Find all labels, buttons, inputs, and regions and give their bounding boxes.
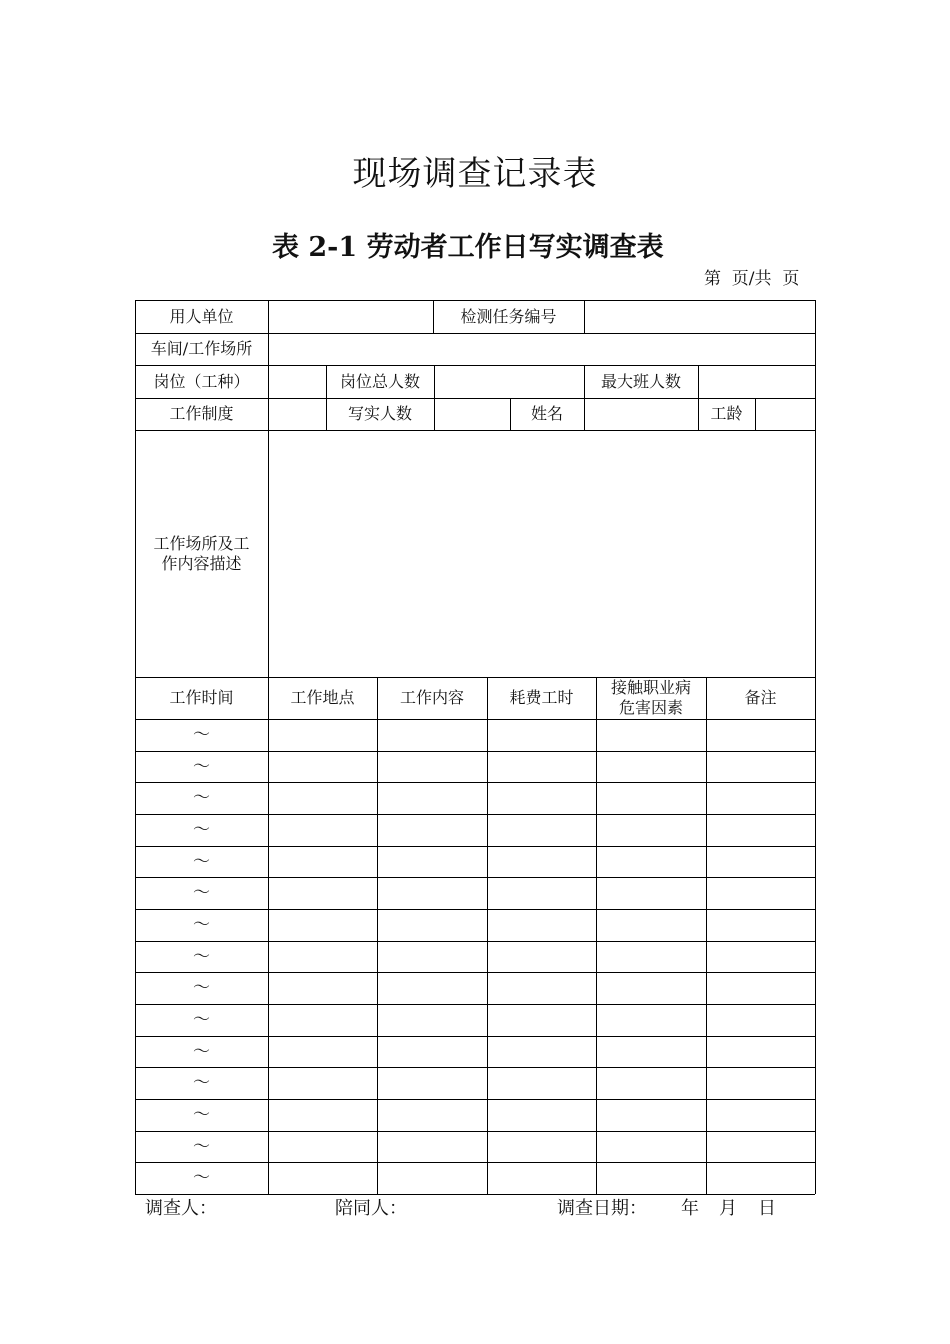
time-range-cell[interactable]: ～ [193, 1073, 210, 1093]
table-cell[interactable] [268, 877, 377, 909]
table-cell[interactable] [596, 1067, 706, 1099]
time-range-cell[interactable]: ～ [193, 756, 210, 777]
table-cell[interactable] [377, 814, 487, 846]
table-cell[interactable] [487, 782, 596, 814]
table-cell[interactable] [487, 846, 596, 877]
post-field[interactable] [268, 365, 326, 398]
table-cell[interactable] [487, 1004, 596, 1036]
table-cell[interactable] [377, 782, 487, 814]
table-cell[interactable] [596, 877, 706, 909]
workshop-field[interactable] [268, 333, 815, 365]
work-system-label: 工作制度 [169, 404, 234, 423]
table-cell[interactable] [487, 1162, 596, 1194]
table-rule [135, 1194, 815, 1195]
seniority-label: 工龄 [710, 404, 743, 423]
table-cell[interactable] [268, 719, 377, 751]
table-cell[interactable] [596, 846, 706, 877]
table-cell[interactable] [596, 941, 706, 972]
description-label: 工作场所及工作内容描述 [153, 533, 250, 573]
table-cell[interactable] [487, 941, 596, 972]
table-cell[interactable] [377, 846, 487, 877]
table-rule [815, 300, 816, 1194]
table-cell[interactable] [268, 1099, 377, 1131]
table-cell[interactable] [377, 972, 487, 1004]
post-label: 岗位（工种） [153, 371, 250, 391]
table-cell[interactable] [377, 719, 487, 751]
table-cell[interactable] [487, 1099, 596, 1131]
time-range-cell[interactable]: ～ [193, 1041, 210, 1062]
table-cell[interactable] [706, 1067, 815, 1099]
task-no-label: 检测任务编号 [460, 306, 557, 326]
description-field[interactable] [268, 430, 815, 677]
workshop-label: 车间/工作场所 [150, 339, 253, 358]
table-cell[interactable] [596, 1036, 706, 1067]
table-cell[interactable] [596, 814, 706, 846]
table-cell[interactable] [268, 972, 377, 1004]
table-cell[interactable] [268, 846, 377, 877]
table-cell[interactable] [596, 972, 706, 1004]
table-cell[interactable] [487, 972, 596, 1004]
table-cell[interactable] [487, 909, 596, 941]
table-cell[interactable] [706, 877, 815, 909]
max-shift-label: 最大班人数 [600, 371, 681, 391]
max-shift-field[interactable] [698, 365, 815, 398]
work-system-field[interactable] [268, 398, 326, 430]
table-cell[interactable] [487, 814, 596, 846]
record-count-label: 写实人数 [347, 404, 412, 423]
time-range-cell[interactable]: ～ [193, 1105, 210, 1125]
table-cell[interactable] [377, 941, 487, 972]
table-cell[interactable] [706, 814, 815, 846]
table-cell[interactable] [487, 877, 596, 909]
table-cell[interactable] [377, 909, 487, 941]
hours-spent-header: 耗费工时 [509, 688, 574, 707]
table-cell[interactable] [706, 909, 815, 941]
table-cell[interactable] [377, 1067, 487, 1099]
table-cell[interactable] [487, 1067, 596, 1099]
page-title: 现场调查记录表 [352, 154, 598, 194]
table-cell[interactable] [706, 782, 815, 814]
survey-date-label: 调查日期： [557, 1198, 647, 1219]
table-cell[interactable] [268, 751, 377, 782]
table-cell[interactable] [596, 1004, 706, 1036]
table-cell[interactable] [377, 1131, 487, 1162]
table-cell[interactable] [487, 719, 596, 751]
table-cell[interactable] [487, 1036, 596, 1067]
table-cell[interactable] [596, 719, 706, 751]
table-cell[interactable] [268, 814, 377, 846]
table-cell[interactable] [268, 1162, 377, 1194]
time-range-cell[interactable]: ～ [193, 725, 210, 745]
work-location-header: 工作地点 [290, 688, 355, 707]
time-range-cell[interactable]: ～ [193, 1010, 210, 1030]
table-cell[interactable] [596, 1162, 706, 1194]
table-cell[interactable] [706, 1004, 815, 1036]
name-label: 姓名 [530, 404, 563, 423]
post-total-field[interactable] [434, 365, 584, 398]
hazard-factors-header: 接触职业病危害因素 [610, 678, 691, 717]
table-cell[interactable] [377, 751, 487, 782]
table-cell[interactable] [377, 1004, 487, 1036]
post-total-label: 岗位总人数 [339, 371, 420, 391]
table-cell[interactable] [706, 972, 815, 1004]
table-cell[interactable] [268, 1131, 377, 1162]
remarks-header: 备注 [744, 688, 777, 707]
table-cell[interactable] [377, 1099, 487, 1131]
year-label: 年 [681, 1198, 699, 1219]
table-cell[interactable] [706, 719, 815, 751]
table-cell[interactable] [268, 1036, 377, 1067]
time-range-cell[interactable]: ～ [193, 1168, 210, 1188]
table-cell[interactable] [706, 1162, 815, 1194]
time-range-cell[interactable]: ～ [193, 1136, 210, 1157]
table-cell[interactable] [268, 1004, 377, 1036]
month-label: 月 [719, 1198, 737, 1219]
table-cell[interactable] [377, 1036, 487, 1067]
table-subtitle: 表 2-1 劳动者工作日写实调查表 [272, 232, 664, 263]
time-range-cell[interactable]: ～ [193, 851, 210, 872]
work-content-header: 工作内容 [399, 688, 464, 707]
task-no-field[interactable] [584, 300, 815, 333]
record-count-field[interactable] [434, 398, 510, 430]
time-range-cell[interactable]: ～ [193, 915, 210, 935]
time-range-cell[interactable]: ～ [193, 883, 210, 903]
time-range-cell[interactable]: ～ [193, 788, 210, 808]
table-cell[interactable] [706, 846, 815, 877]
table-cell[interactable] [596, 782, 706, 814]
table-cell[interactable] [596, 909, 706, 941]
employer-label: 用人单位 [169, 306, 234, 326]
name-field[interactable] [584, 398, 698, 430]
table-cell[interactable] [706, 751, 815, 782]
table-cell[interactable] [268, 1067, 377, 1099]
time-range-cell[interactable]: ～ [193, 978, 210, 998]
employer-field[interactable] [268, 300, 433, 333]
table-cell[interactable] [268, 782, 377, 814]
table-cell[interactable] [596, 751, 706, 782]
table-cell[interactable] [268, 909, 377, 941]
table-cell[interactable] [487, 1131, 596, 1162]
table-cell[interactable] [377, 1162, 487, 1194]
table-cell[interactable] [706, 941, 815, 972]
table-cell[interactable] [596, 1099, 706, 1131]
investigator-label: 调查人： [145, 1198, 217, 1219]
table-cell[interactable] [706, 1131, 815, 1162]
table-cell[interactable] [487, 751, 596, 782]
work-time-header: 工作时间 [169, 688, 234, 707]
companion-label: 陪同人： [335, 1198, 407, 1219]
table-cell[interactable] [268, 941, 377, 972]
day-label: 日 [758, 1198, 776, 1219]
table-cell[interactable] [377, 877, 487, 909]
table-cell[interactable] [596, 1131, 706, 1162]
seniority-field[interactable] [755, 398, 815, 430]
table-cell[interactable] [706, 1036, 815, 1067]
time-range-cell[interactable]: ～ [193, 946, 210, 967]
table-cell[interactable] [706, 1099, 815, 1131]
time-range-cell[interactable]: ～ [193, 820, 210, 840]
page-indicator: 第 页/共 页 [704, 269, 800, 289]
